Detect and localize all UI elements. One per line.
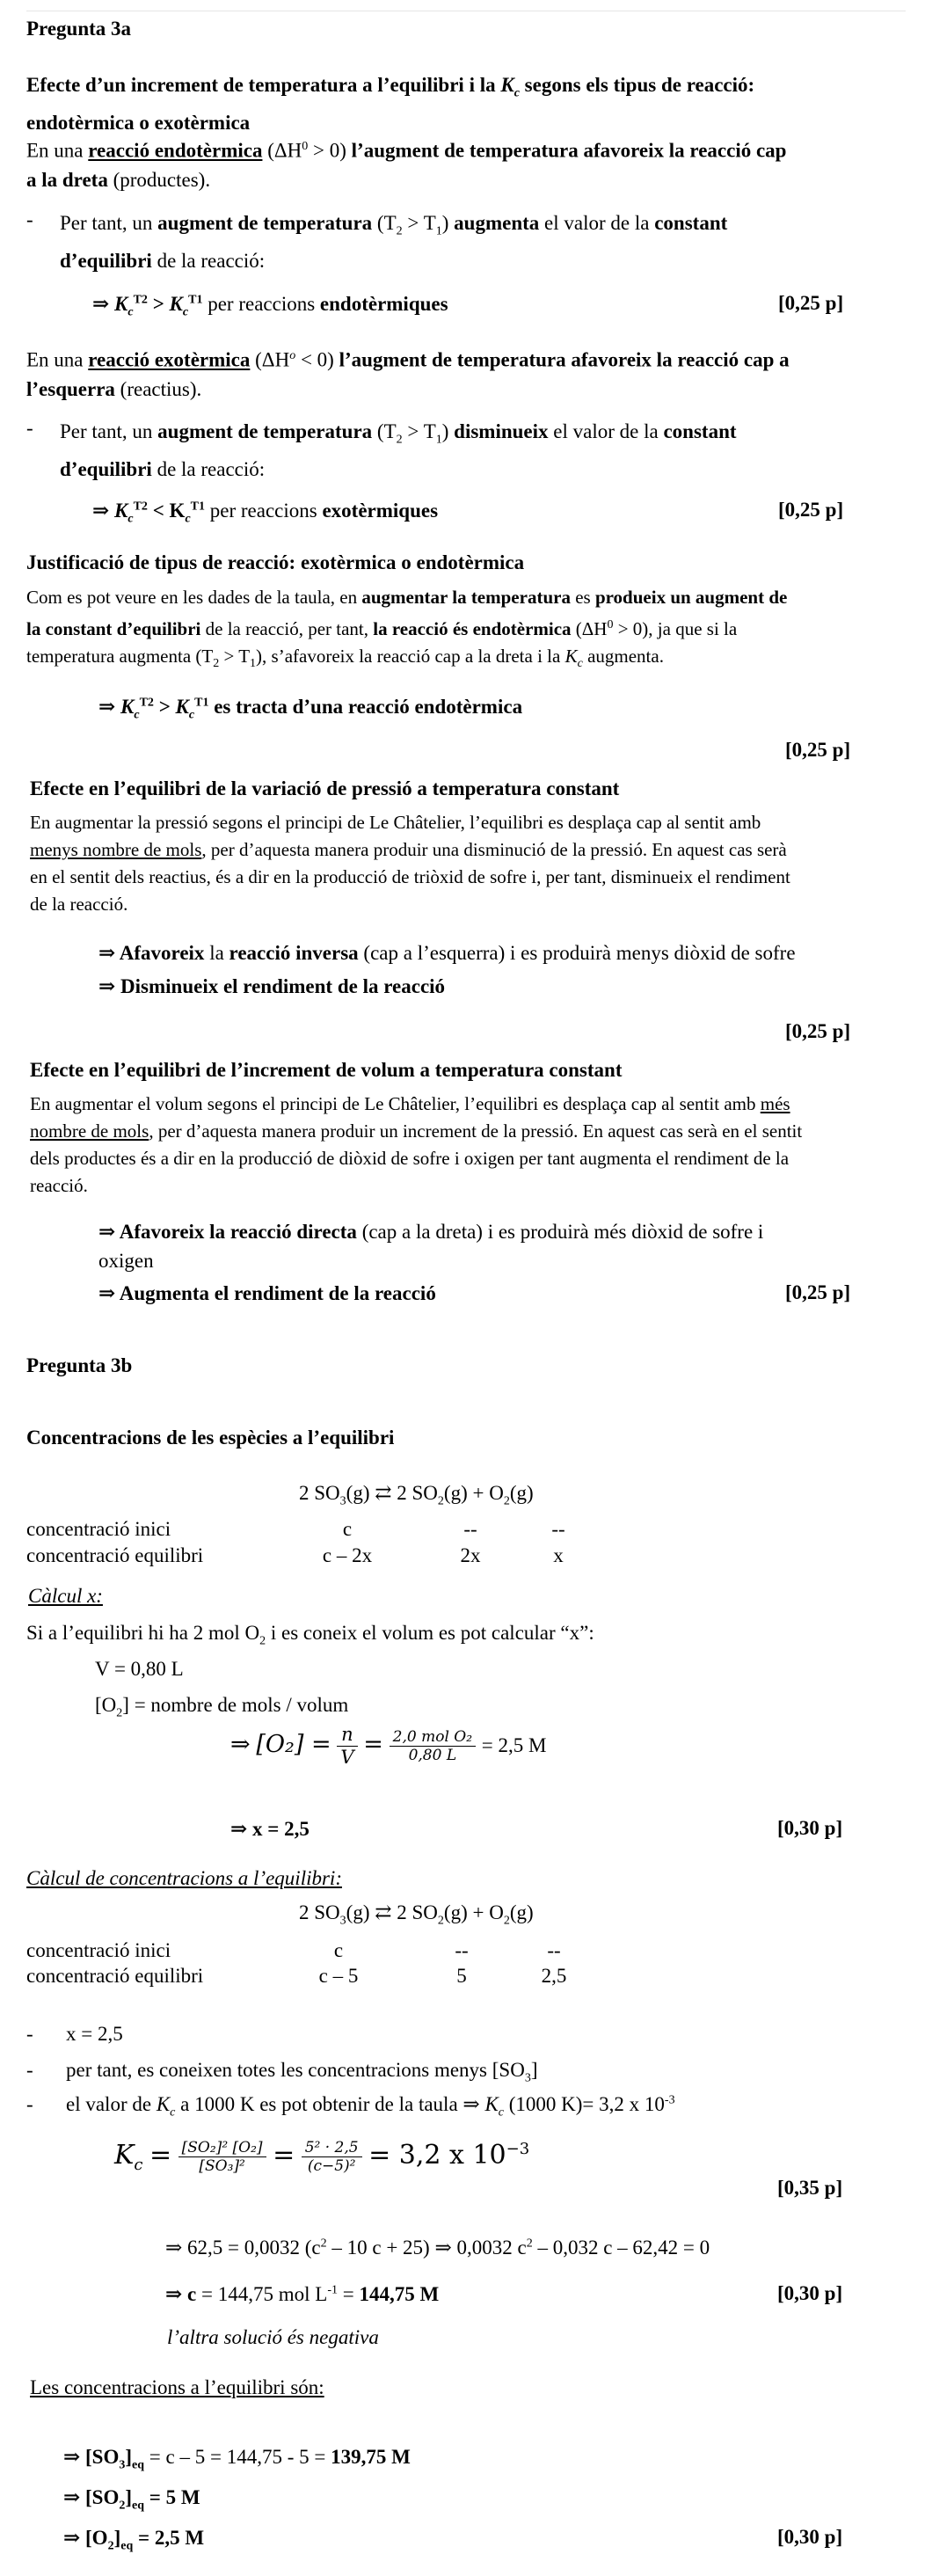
table-cell: x bbox=[553, 1544, 564, 1566]
calc-x-heading: Càlcul x: bbox=[28, 1585, 103, 1607]
table-cell: -- bbox=[463, 1518, 477, 1540]
exothermic-item: Per tant, un augment de temperatura $(T_2 > T_1)$ disminueix el valor de la constant d’equilibri de la reacció: bbox=[60, 420, 737, 480]
volume-result-2: ⇒ Augmenta el rendiment de la reacció bbox=[98, 1282, 436, 1304]
points-label: [0,25 p] bbox=[785, 1281, 851, 1303]
pressure-paragraph: En augmentar la pressió segons el principi de Le Châtelier, l’equilibri es desplaça cap al sentit amb menys nombre de mols, per d’aquesta manera produir una disminució de la pressió. En aquest cas serà en el sentit dels reactius, és a dir en la producció de triòxid de sofre i, per tant, disminueix el rendiment de la reacció. bbox=[30, 812, 790, 915]
bullet-dash: - bbox=[26, 2023, 33, 2045]
table-cell: 2x bbox=[460, 1544, 481, 1566]
exothermic-result: ⇒ $K_c^{T2} < K_c^{T1}$ per reaccions exotèrmiques bbox=[92, 500, 439, 526]
concentrations-heading: Concentracions de les espècies a l’equilibri bbox=[26, 1427, 395, 1449]
volume-value: V = 0,80 L bbox=[95, 1658, 184, 1680]
o2-equilibrium: ⇒ $[O_2]_{eq} = 2,5$ M bbox=[63, 2527, 205, 2553]
table-cell: c bbox=[342, 1518, 353, 1540]
pressure-result-1: ⇒ Afavoreix la reacció inversa (cap a l’esquerra) i es produirà menys diòxid de sofre bbox=[98, 942, 796, 964]
table-cell: -- bbox=[547, 1939, 561, 1961]
table-cell: 2,5 bbox=[541, 1965, 567, 1987]
endothermic-item: Per tant, un augment de temperatura $(T_2 > T_1)$ augmenta el valor de la constant d’equilibri de la reacció: bbox=[60, 212, 728, 272]
bullet-kc-value: el valor de $K_c$ a 1000 K es pot obtenir de la taula ⇒ $K_c$ (1000 K)= 3,2 x $10^{-3}$ bbox=[66, 2093, 675, 2120]
points-label: [0,25 p] bbox=[785, 739, 851, 761]
calc-concentrations-heading: Càlcul de concentracions a l’equilibri: bbox=[26, 1867, 342, 1889]
points-label: [0,35 p] bbox=[777, 2177, 843, 2199]
row-label-initial: concentració inici bbox=[26, 1939, 171, 1961]
table-cell: -- bbox=[455, 1939, 469, 1961]
question-3b-title: Pregunta 3b bbox=[26, 1354, 133, 1376]
table-cell: c bbox=[333, 1939, 344, 1961]
so2-equilibrium: ⇒ $[SO_2]_{eq} = 5$ M bbox=[63, 2486, 200, 2513]
table-cell: 5 bbox=[456, 1965, 467, 1987]
points-label: [0,25 p] bbox=[785, 1020, 851, 1042]
justification-result: ⇒ $K_c^{T2} > K_c^{T1}$ es tracta d’una reacció endotèrmica bbox=[98, 696, 523, 722]
bullet-dash: - bbox=[26, 208, 33, 230]
pressure-heading: Efecte en l’equilibri de la variació de pressió a temperatura constant bbox=[30, 777, 620, 799]
volume-result-1: ⇒ Afavoreix la reacció directa (cap a la dreta) i es produirà més diòxid de sofre i oxigen bbox=[98, 1221, 764, 1272]
row-label-initial: concentració inici bbox=[26, 1518, 171, 1540]
points-label: [0,25 p] bbox=[778, 292, 844, 314]
points-label: [0,30 p] bbox=[777, 2282, 843, 2304]
bullet-dash: - bbox=[26, 2059, 33, 2081]
points-label: [0,30 p] bbox=[777, 2526, 843, 2548]
final-concentrations-heading: Les concentracions a l’equilibri són: bbox=[30, 2376, 324, 2398]
section-heading-temperature: Efecte d’un increment de temperatura a l’equilibri i la $K_c$ segons els tipus de reacció: endotèrmica o exotèrmica bbox=[26, 74, 755, 134]
calc-x-text: Si a l’equilibri hi ha 2 mol $O_2$ i es coneix el volum es pot calcular “x”: bbox=[26, 1622, 594, 1648]
justification-paragraph: Com es pot veure en les dades de la taula, en augmentar la temperatura es produeix un augment de la constant d’equilibri de la reacció, per tant, la reacció és endotèrmica $(\Delta H^0 > 0)$, ja que si la temperatura augmenta $(T_2 > T_1)$, s’afavoreix la reacció cap a la dreta i la $K_c$ augmenta. bbox=[26, 587, 788, 671]
quadratic-equation: ⇒ 62,5 = 0,0032 ($c^2 - 10$ c + 25) ⇒ 0,0032 $c^2 - 0,032$ c – 62,42 = 0 bbox=[165, 2237, 710, 2259]
x-result: ⇒ x = 2,5 bbox=[230, 1818, 310, 1840]
kc-equation: $K_c$ = $\frac{\text{[SO₂]² [O₂]}}{\text{[SO₃]²}}$ = $\frac{\text{5² · 2,5}}{\text{(c−5)²}}$ = 3,2 x $10^{-3}$ bbox=[114, 2139, 530, 2176]
endothermic-result: ⇒ $K_c^{T2} > K_c^{T1}$ per reaccions endotèrmiques bbox=[92, 293, 448, 319]
reaction-equation: 2 $SO_3(g)$ ⇄ 2 $SO_2(g) + O_2(g)$ bbox=[299, 1901, 534, 1928]
row-label-equilibrium: concentració equilibri bbox=[26, 1965, 204, 1987]
so3-equilibrium: ⇒ $[SO_3]_{eq} = c - 5 = 144,75 - 5 = 139,75$ M bbox=[63, 2446, 411, 2472]
negative-solution-note: l’altra solució és negativa bbox=[167, 2326, 379, 2348]
justification-heading: Justificació de tipus de reacció: exotèrmica o endotèrmica bbox=[26, 551, 525, 573]
points-label: [0,25 p] bbox=[778, 499, 844, 521]
bullet-x-value: x = 2,5 bbox=[66, 2023, 123, 2045]
volume-paragraph: En augmentar el volum segons el principi de Le Châtelier, l’equilibri es desplaça cap al sentit amb més nombre de mols, per d’aquesta manera produir un increment de la pressió. En aquest cas serà en el sentit dels productes és a dir en la producció de diòxid de sofre i oxigen per tant augmenta el rendiment de la reacció. bbox=[30, 1093, 803, 1196]
bullet-dash: - bbox=[26, 417, 33, 439]
table-cell: c – 5 bbox=[318, 1965, 359, 1987]
pressure-result-2: ⇒ Disminueix el rendiment de la reacció bbox=[98, 975, 446, 997]
o2-definition: $[O_2]$ = nombre de mols / volum bbox=[95, 1694, 349, 1720]
question-3a-title: Pregunta 3a bbox=[26, 18, 132, 40]
reaction-equation: 2 $SO_3(g)$ ⇄ 2 $SO_2(g) + O_2(g)$ bbox=[299, 1482, 534, 1508]
volume-heading: Efecte en l’equilibri de l’increment de volum a temperatura constant bbox=[30, 1059, 623, 1081]
row-label-equilibrium: concentració equilibri bbox=[26, 1544, 204, 1566]
c-result: ⇒ c = 144,75 mol $L^{-1} = 144,75$ M bbox=[165, 2283, 440, 2305]
exothermic-paragraph: En una reacció exotèrmica $(\Delta H^o < 0)$ l’augment de temperatura afavoreix la reacció cap a l’esquerra (reactius). bbox=[26, 348, 790, 400]
table-cell: c – 2x bbox=[322, 1544, 373, 1566]
points-label: [0,30 p] bbox=[777, 1817, 843, 1839]
o2-equation: ⇒ [O₂] = $\frac{n}{V}$ = $\frac{\text{2,0 mol O₂}}{0,80 L}$ = 2,5 M bbox=[230, 1724, 547, 1769]
bullet-dash: - bbox=[26, 2093, 33, 2115]
bullet-known-concentrations: per tant, es coneixen totes les concentracions menys $[SO_3]$ bbox=[66, 2059, 538, 2085]
endothermic-paragraph: En una reacció endotèrmica $(\Delta H^0 > 0)$ l’augment de temperatura afavoreix la reacció cap a la dreta (productes). bbox=[26, 139, 787, 191]
table-cell: -- bbox=[551, 1518, 565, 1540]
